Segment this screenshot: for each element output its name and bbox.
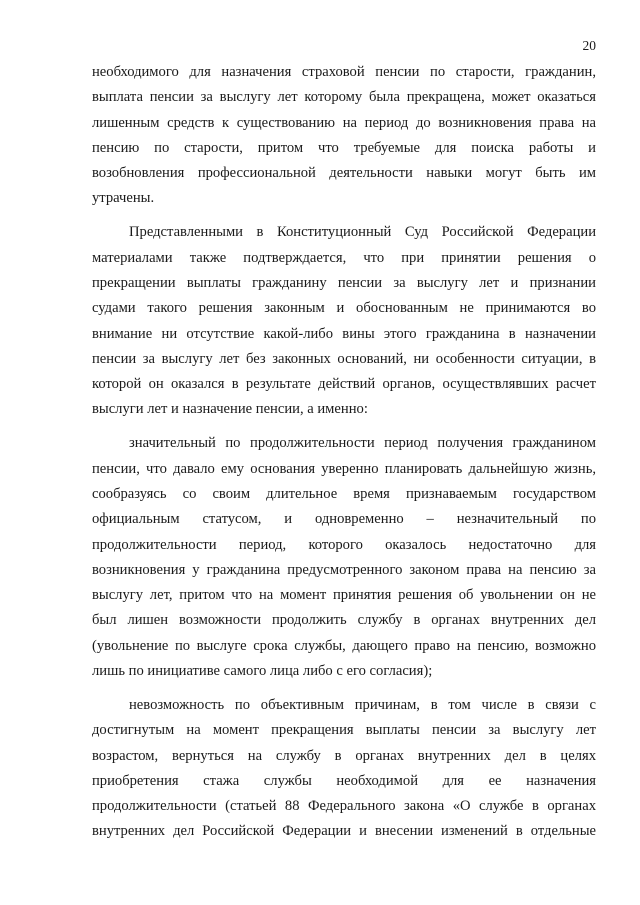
text-line: (увольнение по выслуге срока службы, дающего право на пенсию, возможно: [92, 637, 596, 654]
text-line: материалами также подтверждается, что при принятии решения о: [92, 249, 596, 266]
text-line: выплата пенсии за выслугу лет которому была прекращена, может оказаться: [92, 89, 596, 106]
text-line: необходимого для назначения страховой пенсии по старости, гражданин,: [92, 64, 596, 80]
text-line: лишь по инициативе самого лица либо с его согласия);: [92, 663, 433, 680]
text-line: был лишен возможности продолжить службу в органах внутренних дел: [92, 612, 596, 629]
text-line: лишенным средств к существованию на период до возникновения права на: [92, 114, 596, 131]
text-line: продолжительности период, которого оказалось недостаточно для: [92, 536, 596, 553]
document-body: [92, 60, 596, 845]
paragraph-materials: [92, 220, 596, 422]
text-line: пенсии за выслугу лет без законных оснований, ни особенности ситуации, в: [92, 350, 596, 367]
paragraph-significant-period: [92, 431, 596, 684]
text-line: достигнутым на момент прекращения выплаты пенсии за выслугу лет: [92, 722, 596, 739]
text-line: выслуги лет и назначение пенсии, а именно:: [92, 401, 368, 418]
text-line: внутренних дел Российской Федерации и внесении изменений в отдельные: [92, 823, 596, 840]
text-line: которой он оказался в результате действий органов, осуществлявших расчет: [92, 376, 596, 393]
page-number: 20: [582, 38, 596, 53]
text-line: возобновления профессиональной деятельности навыки могут быть им: [92, 165, 596, 182]
paragraph-impossibility: [92, 693, 596, 845]
text-line: Представленными в Конституционный Суд Российской Федерации: [129, 224, 596, 241]
text-line: выслугу лет, притом что на момент принятия решения об увольнении он не: [92, 587, 596, 604]
text-line: возрастом, вернуться на службу в органах внутренних дел в целях: [92, 747, 596, 764]
paragraph-continuation: [92, 60, 596, 212]
text-line: возникновения у гражданина предусмотренного законом права на пенсию за: [92, 561, 596, 578]
text-line: официальным статусом, и одновременно – незначительный по: [92, 511, 596, 528]
text-line: продолжительности (статьей 88 Федерального закона «О службе в органах: [92, 798, 596, 815]
text-line: невозможность по объективным причинам, в том числе в связи с: [129, 696, 596, 713]
text-line: приобретения стажа службы необходимой для ее назначения: [92, 772, 596, 789]
text-line: прекращении выплаты гражданину пенсии за выслугу лет и признании: [92, 274, 596, 291]
text-line: судами такого решения законным и обоснованным не принимаются во: [92, 300, 596, 317]
text-line: утрачены.: [92, 190, 155, 207]
text-line: значительный по продолжительности период получения гражданином: [129, 435, 596, 452]
text-line: внимание ни отсутствие какой-либо вины этого гражданина в назначении: [92, 325, 596, 342]
text-line: пенсию по старости, притом что требуемые для поиска работы и: [92, 139, 596, 156]
text-line: пенсии, что давало ему основания уверенно планировать дальнейшую жизнь,: [92, 460, 596, 477]
text-line: сообразуясь со своим длительное время признаваемым государством: [92, 485, 596, 502]
